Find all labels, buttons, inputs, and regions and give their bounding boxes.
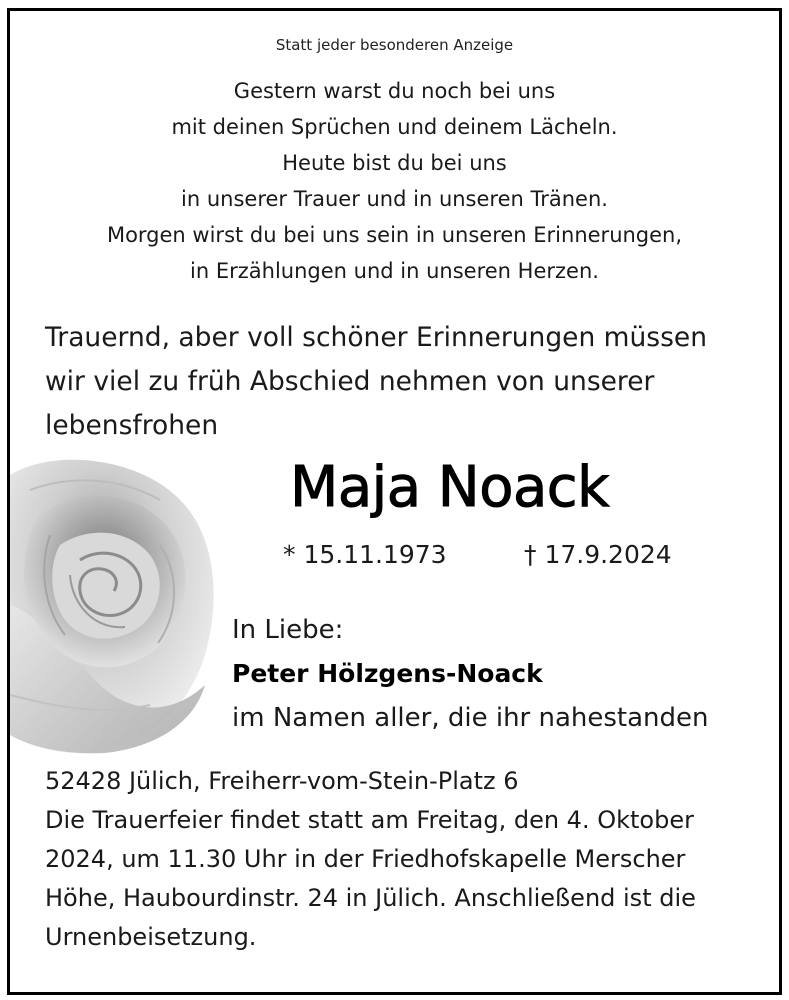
intro-line: wir viel zu früh Abschied nehmen von unserer <box>45 366 655 397</box>
death-date: † 17.9.2024 <box>524 540 672 569</box>
header-notice: Statt jeder besonderen Anzeige <box>275 36 514 54</box>
intro-text <box>45 316 707 448</box>
poem-line: in unserer Trauer und in unseren Tränen. <box>181 187 608 211</box>
intro-line: Trauernd, aber voll schöner Erinnerungen müssen <box>45 322 707 353</box>
ceremony-line: Urnenbeisetzung. <box>45 923 257 951</box>
address-block <box>45 762 696 957</box>
signer-name: Peter Hölzgens-Noack <box>232 659 543 688</box>
ceremony-line: 2024, um 11.30 Uhr in der Friedhofskapelle Merscher <box>45 845 686 873</box>
poem-line: Gestern warst du noch bei uns <box>233 79 556 103</box>
address-line: 52428 Jülich, Freiherr-vom-Stein-Platz 6 <box>45 767 519 795</box>
rose-image <box>10 455 225 755</box>
intro-line: lebensfrohen <box>45 410 219 441</box>
poem <box>0 73 789 289</box>
love-label: In Liebe: <box>232 615 344 645</box>
ceremony-line: Die Trauerfeier findet statt am Freitag, den 4. Oktober <box>45 806 694 834</box>
poem-line: Heute bist du bei uns <box>282 151 507 175</box>
deceased-name: Maja Noack <box>290 455 609 520</box>
poem-line: in Erzählungen und in unseren Herzen. <box>190 259 599 283</box>
poem-line: mit deinen Sprüchen und deinem Lächeln. <box>171 115 618 139</box>
ceremony-line: Höhe, Haubourdinstr. 24 in Jülich. Anschließend ist die <box>45 884 696 912</box>
poem-line: Morgen wirst du bei uns sein in unseren Erinnerungen, <box>106 223 683 247</box>
signature-block <box>232 608 709 740</box>
birth-date: * 15.11.1973 <box>283 540 447 569</box>
signer-note: im Namen aller, die ihr nahestanden <box>232 703 709 733</box>
